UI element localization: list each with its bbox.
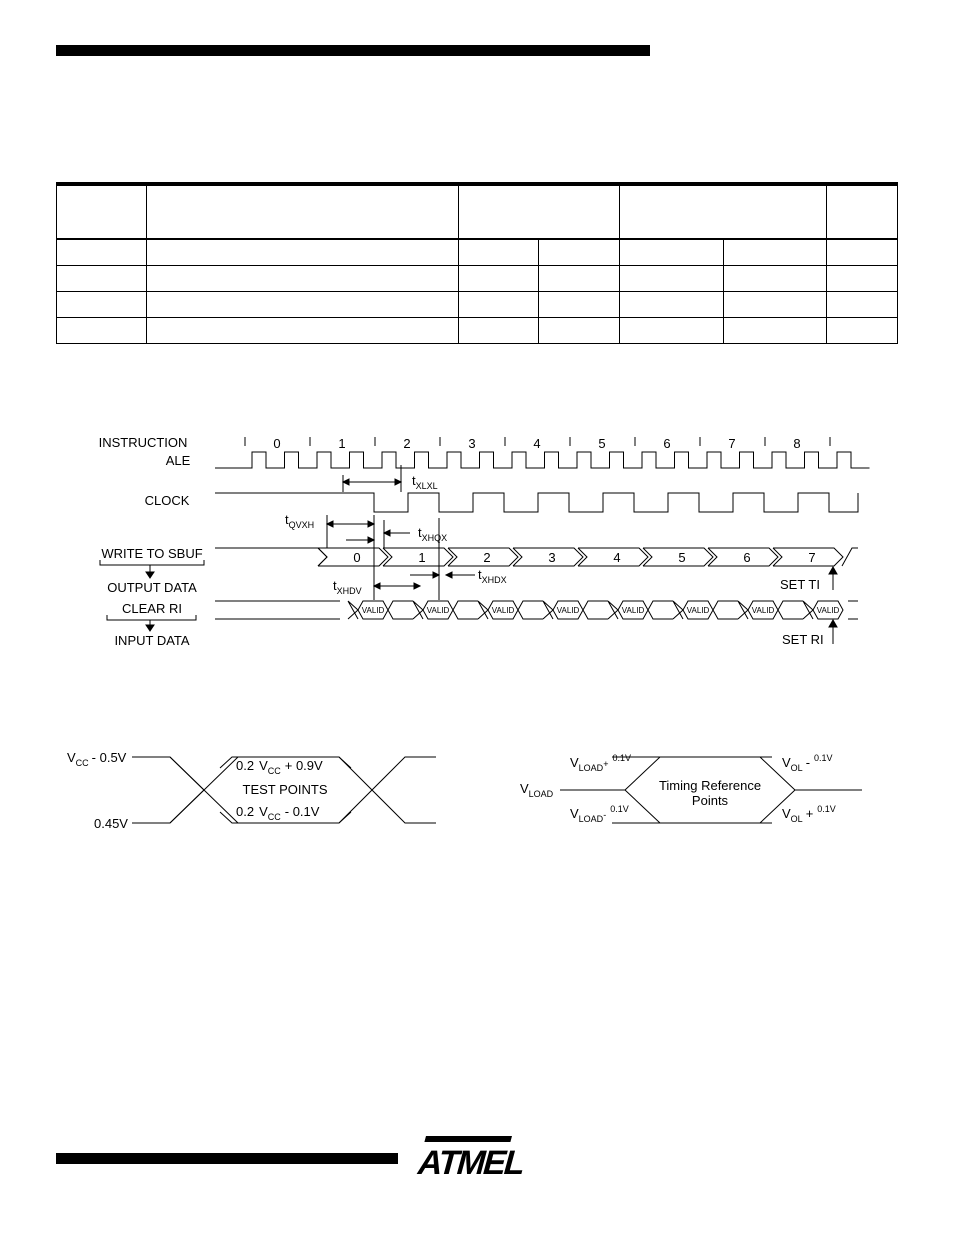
arrow-down-icon xyxy=(146,625,154,631)
input-gap xyxy=(648,601,673,619)
logo-wordmark: ATMEL xyxy=(413,1144,529,1182)
ac-testing-waveform xyxy=(67,750,436,831)
low-level-label: 0.45V xyxy=(94,816,128,831)
tqvxh-label: $t_{QVXH}$ xyxy=(285,512,315,530)
clock-waveform xyxy=(215,493,858,512)
instruction-cycle-number: 7 xyxy=(728,436,736,451)
float-waveform xyxy=(520,753,862,824)
output-bit-label: 1 xyxy=(418,550,426,565)
valid-label: VALID xyxy=(686,606,710,615)
instruction-cycle-number: 3 xyxy=(468,436,476,451)
atmel-logo xyxy=(412,1136,529,1182)
valid-label: VALID xyxy=(621,606,645,615)
instruction-cycle-number: 6 xyxy=(663,436,671,451)
input-gap xyxy=(583,601,608,619)
output-bit-label: 6 xyxy=(743,550,751,565)
clear-ri-label: CLEAR RI xyxy=(122,601,182,616)
txhqx-label: $t_{XHQX}$ xyxy=(418,525,448,543)
set-ti-label: SET TI xyxy=(780,577,820,592)
test-points-label: TEST POINTS xyxy=(242,782,328,797)
serial-timing-diagram xyxy=(99,435,870,648)
arrow-icon xyxy=(433,572,439,578)
arrow-icon xyxy=(368,537,374,543)
input-gap xyxy=(778,601,803,619)
arrow-up-icon xyxy=(829,620,837,627)
txlxl-label: $t_{XLXL}$ xyxy=(412,473,438,491)
instruction-cycle-number: 5 xyxy=(598,436,606,451)
output-bit-label: 4 xyxy=(613,550,621,565)
clock-label: CLOCK xyxy=(144,493,190,508)
txhdv-label: $t_{XHDV}$ xyxy=(333,578,362,596)
input-end-line xyxy=(848,601,858,619)
timing-reference-points-label: Points xyxy=(691,793,729,808)
valid-label: VALID xyxy=(556,606,580,615)
input-gap xyxy=(453,601,478,619)
valid-label: VALID xyxy=(816,606,840,615)
vload-plus-label: $V_{LOAD}^{+0.1V}$ xyxy=(570,753,631,773)
arrow-icon xyxy=(384,530,390,536)
lower-test-level-label: 0.2 $V_{CC} - 0.1V$ xyxy=(236,804,320,822)
instruction-cycle-number: 2 xyxy=(403,436,411,451)
output-end-edge xyxy=(842,548,858,566)
ale-label: ALE xyxy=(165,453,191,468)
input-waveform-right xyxy=(339,757,436,823)
upper-test-level-label: 0.2 $V_{CC} + 0.9V$ xyxy=(236,758,323,776)
set-ri-label: SET RI xyxy=(782,632,824,647)
output-bit-label: 0 xyxy=(353,550,361,565)
input-idle-line xyxy=(215,601,340,619)
input-data-label: INPUT DATA xyxy=(114,633,190,648)
output-data-bus xyxy=(215,548,858,566)
arrow-up-icon xyxy=(829,567,837,574)
output-bit-label: 7 xyxy=(808,550,816,565)
txhdx-label: $t_{XHDX}$ xyxy=(478,567,507,585)
vcc-level-label: $V_{CC} - 0.5V$ xyxy=(67,750,127,768)
valid-label: VALID xyxy=(751,606,775,615)
input-gap xyxy=(518,601,543,619)
valid-label: VALID xyxy=(491,606,515,615)
instruction-cycle-number: 4 xyxy=(533,436,541,451)
vol-plus-label: $V_{OL} + ^{0.1V}$ xyxy=(782,804,836,824)
output-start-edge xyxy=(318,548,327,566)
vol-minus-label: $V_{OL} - ^{0.1V}$ xyxy=(782,753,833,773)
input-gap xyxy=(713,601,738,619)
ale-waveform xyxy=(215,452,870,468)
logo-top-bar xyxy=(424,1136,512,1142)
output-data-label: OUTPUT DATA xyxy=(107,580,197,595)
write-to-sbuf-label: WRITE TO SBUF xyxy=(101,546,203,561)
instruction-cycle-number: 0 xyxy=(273,436,281,451)
instruction-label: INSTRUCTION xyxy=(98,435,188,450)
arrow-down-icon xyxy=(146,572,154,578)
instruction-cycle-numbers xyxy=(273,436,800,451)
input-data-bus xyxy=(215,601,858,619)
instruction-cycle-number: 1 xyxy=(338,436,346,451)
output-bit-label: 3 xyxy=(548,550,556,565)
vload-label: $V_{LOAD}$ xyxy=(520,781,554,799)
output-bit-label: 2 xyxy=(483,550,491,565)
input-waveform-left xyxy=(132,757,204,823)
valid-label: VALID xyxy=(426,606,450,615)
timing-reference-label: Timing Reference xyxy=(658,778,762,793)
arrow-icon xyxy=(446,572,452,578)
instruction-cycle-number: 8 xyxy=(793,436,801,451)
valid-label: VALID xyxy=(361,606,385,615)
input-gap xyxy=(388,601,413,619)
output-bit-label: 5 xyxy=(678,550,686,565)
vload-minus-label: $V_{LOAD}^{-0.1V}$ xyxy=(570,804,629,824)
footer-bar xyxy=(56,1153,398,1164)
